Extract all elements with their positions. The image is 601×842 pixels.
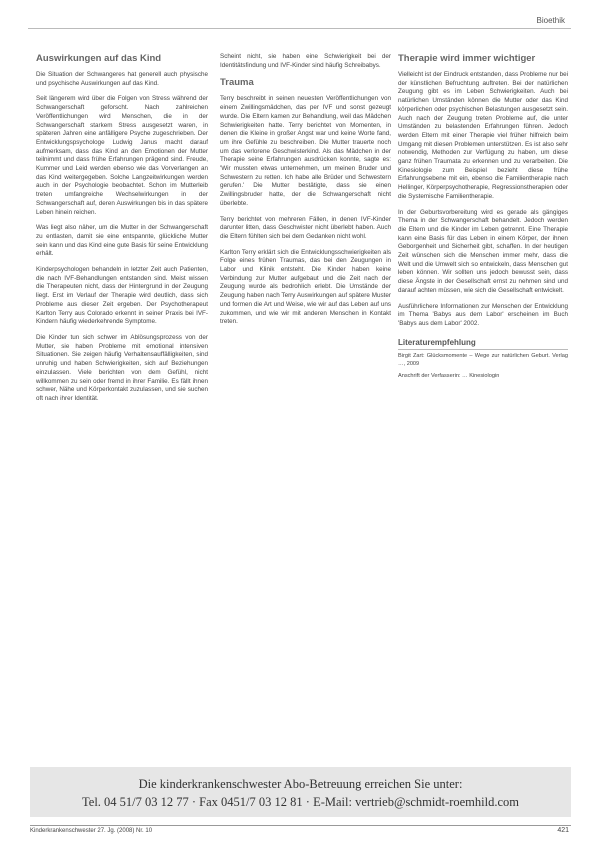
paragraph: Scheint nicht, sie haben eine Schwierigkeit bei der Identitätsfindung und IVF-Kinder sind häufig Schreibabys. <box>220 53 391 69</box>
subscription-banner <box>30 767 571 817</box>
literature-entry: Birgit Zart: Glücksmomente – Wege zur natürlichen Geburt. Verlag …, 2009 <box>398 353 568 367</box>
heading-trauma: Trauma <box>220 77 254 89</box>
paragraph: Seit längerem wird über die Folgen von Stress während der Schwangerschaft geforscht. Nach zahlreichen Veröffentlichungen wird Menschen, die in der Schwangerschaft starkem Stress ausgesetzt waren, in späteren Jahren eine anfälligere Psyche zugeschrieben. Der Entwicklungspsychologe Ludwig Janus macht darauf aufmerksam, dass das Kind an den Emotionen der Mutter teilnimmt und dass frühe Erfahrungen prägend sind. Freude, Kummer und Leid werden ebenso wie das Vorverlangen an das Kind weitergegeben. Solche Langzeitwirkungen werden auch in der Psychologie beobachtet. Schon im Mutterleib treten umfangreiche Wechselwirkungen in der Schwangerschaft auf, deren Auswirkungen bis in das spätere Leben hinein reichen. <box>36 95 208 216</box>
paragraph: Terry berichtet von mehreren Fällen, in denen IVF-Kinder darunter litten, dass Geschwister nicht überlebt haben. Auch die Eltern fühlten sich bei dem Gedanken nicht wohl. <box>220 215 391 240</box>
page-footer <box>30 825 571 837</box>
paragraph: In der Geburtsvorbereitung wird es gerade als gängiges Thema in der Schwangerschaft behandelt. Jedoch werden die Eltern und die Kinder im Leben getrennt. Eine Therapie kann eine Basis für das Leben in einem Körper, der ihnen Geborgenheit und Sicherheit gibt, schaffen. In der heutigen Zeit wünschen sich die Menschen immer mehr, dass die Welt und die Umwelt sich so entwickeln, dass Menschen gut leben können. Wir sollten uns jedoch bewusst sein, dass diese Ängste in der Gesellschaft ernst zu nehmen sind und darauf achten müssen, wie sich die Gesellschaft entwickelt. <box>398 208 568 294</box>
heading-therapy: Therapie wird immer wichtiger <box>398 53 536 64</box>
paragraph: Terry beschreibt in seinen neuesten Veröffentlichungen von einem Zwillingsmädchen, das per IVF und sonst gezeugt wurde. Die Eltern kamen zur Behandlung, weil das Mädchen Schwierigkeiten hatte. Terry berichtet von Momenten, in denen die Kleine in großer Angst war und keine Worte fand, um ihre Gefühle zu beschreiben. Die Mutter trauerte noch um das verlorene Geschwisterkind. Als das Mädchen in der Therapie seine Erfahrungen ausdrücken konnte, sagte es: 'Wir mussten etwas unternehmen, um meinen Bruder und Schwestern zu retten. Ich habe alle Brüder und Schwestern gerufen.' Die Mutter bestätigte, dass sie einen Zwillingsbruder hatte, der die Schwangerschaft nicht überlebte. <box>220 95 391 207</box>
paragraph: Kinderpsychologen behandeln in letzter Zeit auch Patienten, die nach IVF-Behandlungen entstanden sind. Meist wissen die Therapeuten nicht, dass der Hintergrund in der Zeugung liegt. Erst im Verlauf der Therapie wird deutlich, dass sich Probleme aus dieser Zeit ergeben. Der Psychotherapeut Karlton Terry aus Colorado erkennt in seiner Praxis bei IVF-Kindern häufig wiederkehrende Symptome. <box>36 266 208 326</box>
column-1 <box>36 53 208 411</box>
page-number: 421 <box>557 827 569 834</box>
paragraph: Was liegt also näher, um die Mutter in der Schwangerschaft zu entlasten, damit sie eine entspannte, glückliche Mutter sein kann und das Kind eine gute Basis für seine Entwicklung erhält. <box>36 224 208 258</box>
section-label: Bioethik <box>536 16 565 25</box>
paragraph: Die Kinder tun sich schwer im Ablösungsprozess von der Mutter, sie haben Probleme mit emotional intensiven Situationen. Sie zeigen häufig Verhaltensauffälligkeiten, sind unruhig und haben Schwierigkeiten, sich auf Beziehungen einzulassen. Viele berichten von dem Gefühl, nicht willkommen zu sein oder fremd in ihrer Familie. Es fällt ihnen schwer, Nähe und Körperkontakt zuzulassen, und sie suchen oft nach ihrer Identität. <box>36 333 208 402</box>
paragraph: Vielleicht ist der Eindruck entstanden, dass Probleme nur bei der künstlichen Befruchtung auftreten. Bei der natürlichen Zeugung gibt es im Leben Schwierigkeiten. Auch bei natürlichen Umständen können die Mutter oder das Kind körperlichen oder psychischen Belastungen ausgesetzt sein. Auch nach der Zeugung treten Probleme auf, die unter Umständen zu belastenden Erfahrungen führen. Jedoch werden Eltern mit einer Therapie viel früher hilfreich beim Umgang mit diesen Problemen unterstützen. Es ist also sehr notwendig, Methoden zur Verfügung zu haben, um diese ganz frühen Traumata zu erkennen und zu verarbeiten. Die Kinesiologie zum Beispiel bezieht diese frühe Erfahrungsebene mit ein, ebenso die Familientherapie nach Hellinger, Körperpsychotherapie, Regressionstherapien oder die Systemische Familientherapie. <box>398 71 568 200</box>
banner-title: Die kinderkrankenschwester Abo-Betreuung erreichen Sie unter: <box>138 777 463 791</box>
author-address: Anschrift der Verfasserin: … Kinesiologin <box>398 373 500 380</box>
paragraph: Die Situation der Schwangeres hat generell auch physische und psychische Auswirkungen auf das Kind. <box>36 71 208 87</box>
literature-heading: Literaturempfehlung <box>398 339 568 351</box>
journal-citation: Kinderkrankenschwester 27. Jg. (2008) Nr. 10 <box>30 828 153 834</box>
column-3 <box>398 53 568 386</box>
paragraph: Ausführlichere Informationen zur Menschen der Entwicklung im Thema 'Babys aus dem Labor' erscheinen im Buch 'Babys aus dem Labor' 2002. <box>398 302 568 327</box>
heading-effects-on-child: Auswirkungen auf das Kind <box>36 53 162 64</box>
header-rule <box>28 14 571 29</box>
paragraph: Karlton Terry erklärt sich die Entwicklungsschwierigkeiten als Folge eines frühen Traumas, das bei den Zeugungen in Labor und Klinik entsteht. Die Kinder haben keine Verbindung zur Mutter aufgebaut und die Zeit nach der Zeugung wurde als bedrohlich erlebt. Die Umstände der Zeugung haben nach Terry Auswirkungen auf spätere Muster und formen die Art und Weise, wie wir auf das Leben auf uns zukommen, und wie wir mit anderen Menschen in Kontakt treten. <box>220 248 391 326</box>
banner-contact[interactable]: Tel. 04 51/7 03 12 77 · Fax 0451/7 03 12 81 · E-Mail: vertrieb@schmidt-roemhild.com <box>82 795 519 809</box>
column-2 <box>220 53 391 334</box>
